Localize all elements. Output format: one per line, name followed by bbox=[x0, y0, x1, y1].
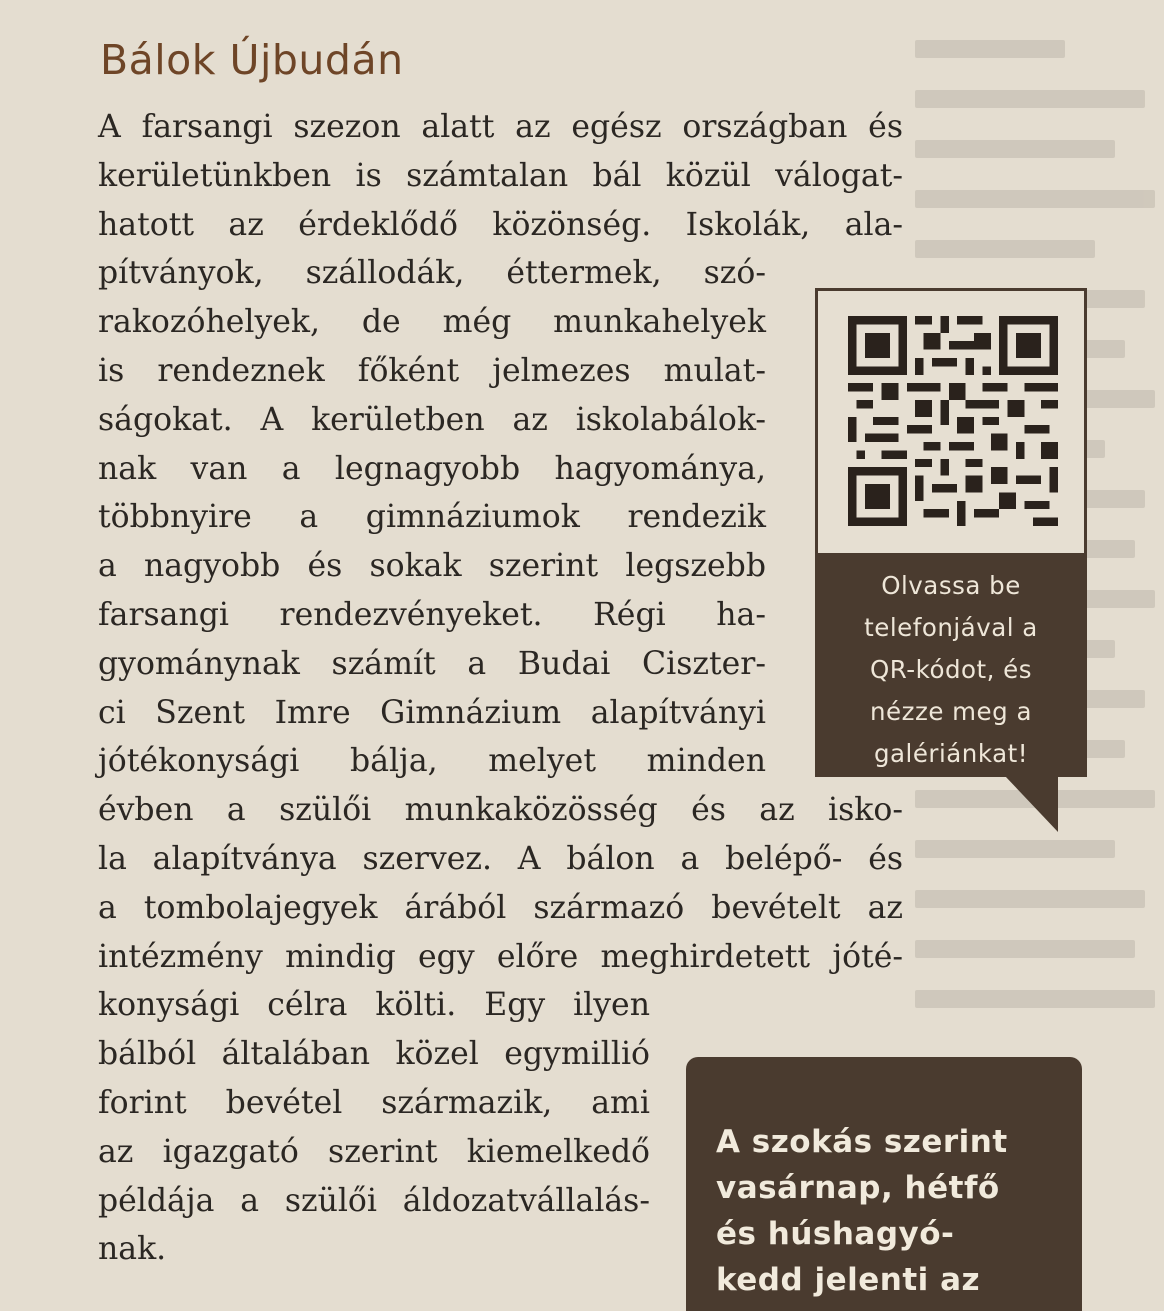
body-line: nak. bbox=[98, 1231, 167, 1268]
body-line: a tombolajegyek árából származó bevételt az bbox=[98, 889, 903, 926]
body-line: gyománynak számít a Budai Ciszter- bbox=[98, 645, 766, 682]
article-headline: Bálok Újbudán bbox=[100, 36, 404, 84]
qr-caption-line: telefonjával a bbox=[864, 613, 1038, 642]
body-line: ságokat. A kerületben az iskolabálok- bbox=[98, 401, 766, 438]
qr-caption bbox=[815, 553, 1087, 777]
body-line: hatott az érdeklődő közönség. Iskolák, ala- bbox=[98, 206, 903, 243]
body-line: rakozóhelyek, de még munkahelyek bbox=[98, 304, 766, 341]
pull-quote-line: kedd jelenti az bbox=[716, 1262, 981, 1298]
qr-frame bbox=[815, 288, 1087, 553]
body-line: la alapítványa szervez. A bálon a belépő- és bbox=[98, 840, 903, 877]
qr-callout bbox=[815, 288, 1087, 780]
qr-caption-line: galériánkat! bbox=[873, 739, 1029, 768]
body-line: farsangi rendezvényeket. Régi ha- bbox=[98, 596, 766, 633]
body-line: nak van a legnagyobb hagyománya, bbox=[98, 450, 766, 487]
pull-quote-line: és húshagyó- bbox=[716, 1216, 955, 1252]
body-line: konysági célra költi. Egy ilyen bbox=[98, 987, 650, 1024]
pull-quote-line: A szokás szerint bbox=[716, 1124, 1008, 1160]
qr-caption-line: Olvassa be bbox=[881, 571, 1021, 600]
body-line: A farsangi szezon alatt az egész országban és bbox=[98, 109, 903, 145]
body-line: forint bevétel származik, ami bbox=[98, 1084, 650, 1121]
body-line: példája a szülői áldozatvállalás- bbox=[98, 1182, 650, 1219]
pull-quote-line: vasárnap, hétfő bbox=[716, 1170, 1000, 1206]
body-line: az igazgató szerint kiemelkedő bbox=[98, 1133, 650, 1170]
body-line: többnyire a gimnáziumok rendezik bbox=[98, 499, 766, 536]
body-line: intézmény mindig egy előre meghirdetett jóté- bbox=[98, 938, 903, 975]
body-line: ci Szent Imre Gimnázium alapítványi bbox=[98, 694, 766, 731]
qr-caption-line: nézze meg a bbox=[870, 697, 1032, 726]
body-line: kerületünkben is számtalan bál közül válogat- bbox=[98, 157, 903, 194]
body-line: is rendeznek főként jelmezes mulat- bbox=[98, 352, 766, 389]
body-line: jótékonysági bálja, melyet minden bbox=[98, 743, 766, 780]
body-line: bálból általában közel egymillió bbox=[98, 1036, 650, 1073]
body-line: a nagyobb és sokak szerint legszebb bbox=[98, 548, 766, 585]
body-line: pítványok, szállodák, éttermek, szó- bbox=[98, 255, 766, 292]
qr-code-icon[interactable] bbox=[848, 316, 1058, 526]
body-line: évben a szülői munkaközösség és az isko- bbox=[98, 792, 903, 829]
qr-caption-line: QR-kódot, és bbox=[869, 655, 1033, 684]
speech-bubble-tail bbox=[1005, 776, 1058, 832]
pull-quote-box bbox=[686, 1057, 1082, 1311]
